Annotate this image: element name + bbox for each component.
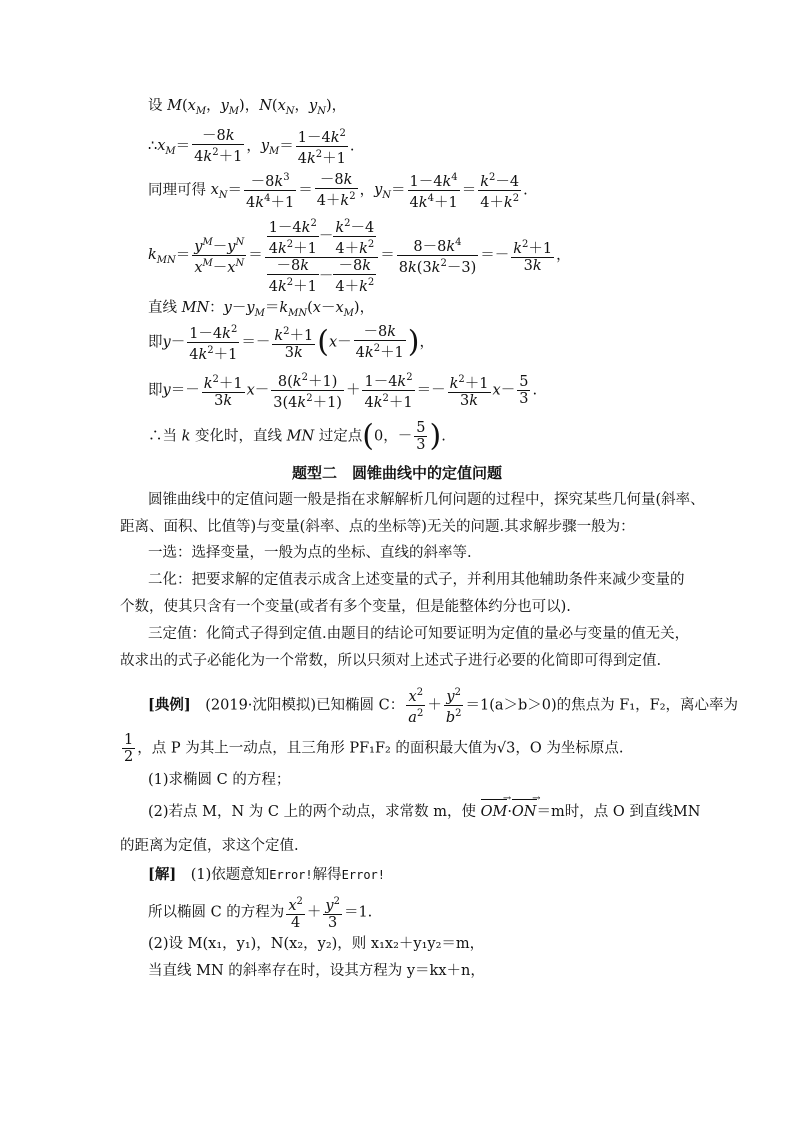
line-mn-equation: 直线 MN：$y-y_M=k_{MN}(x-x_M)$， <box>148 300 375 319</box>
solution-line2: 所以椭圆 C 的方程为 $\frac{x^2}{4}$ ＋ $\frac{y^2}{3}$ ＝1. <box>148 896 373 931</box>
conclusion-line: ∴当 k 变化时，直线 MN 过定点(0，－ $\frac{5}{3}$ ). <box>148 418 446 454</box>
example-tag: [典例] <box>148 696 191 714</box>
example-q2-line1: (2)若点 M，N 为 C 上的两个动点，求常数 m，使 OM →·ON →＝m时，点 O 到直线MN <box>148 802 700 822</box>
intro-step3-line2: 故求出的式子必能化为一个常数，所以只须对上述式子进行必要的化简即可得到定值. <box>120 653 662 669</box>
section-title: 题型二 圆锥曲线中的定值问题 <box>291 464 502 482</box>
intro-p1-line1: 圆锥曲线中的定值问题一般是指在求解解析几何问题的过程中，探究某些几何量(斜率、 <box>148 492 705 508</box>
ji-line-1: 即y－ $\frac{1-4k^2}{4k^2+1}$ ＝－ $\frac{k^2+1}{3k}$ (x－ $\frac{-8k}{4k^2+1}$ )， <box>148 323 435 363</box>
solution-line3: (2)设 M(x₁，y₁)，N(x₂，y₂)，则 x₁x₂＋y₁y₂＝m， <box>148 936 485 952</box>
solution-tag: [解] <box>148 866 177 883</box>
intro-step3-line1: 三定值：化简式子得到定值.由题目的结论可知要证明为定值的量必与变量的值无关， <box>148 626 690 642</box>
example-stem-line2: $\frac{1}{2}$ ，点 P 为其上一动点，且三角形 PF₁F₂ 的面积最大值为√3，O 为坐标原点. <box>124 732 624 765</box>
error-text-1: Error! <box>269 868 313 882</box>
set-mn-line: 设 $M(x_M$，$y_M$)，$N(x_N$，$y_N$)， <box>148 98 347 117</box>
example-q2-line2: 的距离为定值，求这个定值. <box>120 838 299 854</box>
xn-yn-line: 同理可得 $x_N=$ $\frac{-8k^3}{4k^4+1}$ ＝ $\frac{-8k}{4+k^2}$ ，$y_N=$ $\frac{1-4k^4}{4k^4+1}$ ＝ $\frac{k^2-4}{4+k^2}$ . <box>148 171 528 211</box>
intro-p1-line2: 距离、面积、比值等)与变量(斜率、点的坐标等)无关的问题.其求解步骤一般为： <box>120 519 635 535</box>
solution-line4: 当直线 MN 的斜率存在时，设其方程为 y＝kx＋n， <box>148 963 485 979</box>
ji-line-2: 即y＝－ $\frac{k^2+1}{3k}$ x－ $\frac{8(k^2+1)}{3(4k^2+1)}$ ＋ $\frac{1-4k^2}{4k^2+1}$ ＝－ $\frac{k^2+1}{3k}$ x－ $\frac{5}{3}$ . <box>148 372 538 411</box>
example-stem-line1: [典例] (2019·沈阳模拟)已知椭圆 C： $\frac{x^2}{a^2}$ ＋ $\frac{y^2}{b^2}$ ＝1(a＞b＞0)的焦点为 F₁，F₂，离心率为 <box>148 687 739 726</box>
intro-step2-line2: 个数，使其只含有一个变量(或者有多个变量，但是能整体约分也可以). <box>120 599 571 615</box>
solution-line1: [解] (1)依题意知Error!解得Error! <box>148 866 385 883</box>
intro-step2-line1: 二化：把要求解的定值表示成含上述变量的式子，并利用其他辅助条件来减少变量的 <box>148 572 685 588</box>
error-text-2: Error! <box>341 868 385 882</box>
kmn-line: $k_{MN}=$ $\frac{y^M-y^N}{x^M-x^N}$ ＝ $\frac{1-4k^2}{4k^2+1}$ － $\frac{k^2-4}{4+k^2}$ $\frac{-8k}{4k^2+1}$ － $\frac{-8k}{4+k^2}$ ＝ $\frac{8-8k^4}{8k(3k^2-3)}$ ＝－ $\frac{k^2+1}{3k}$ ， <box>148 218 571 295</box>
intro-step1: 一选：选择变量，一般为点的坐标、直线的斜率等. <box>148 545 472 561</box>
example-source: (2019·沈阳模拟) <box>205 697 317 714</box>
xm-ym-line: $\therefore x_M=$ $\frac{-8k}{4k^2+1}$ ，$y_M=$ $\frac{1-4k^2}{4k^2+1}$ . <box>148 127 355 167</box>
example-q1: (1)求椭圆 C 的方程； <box>148 772 291 788</box>
